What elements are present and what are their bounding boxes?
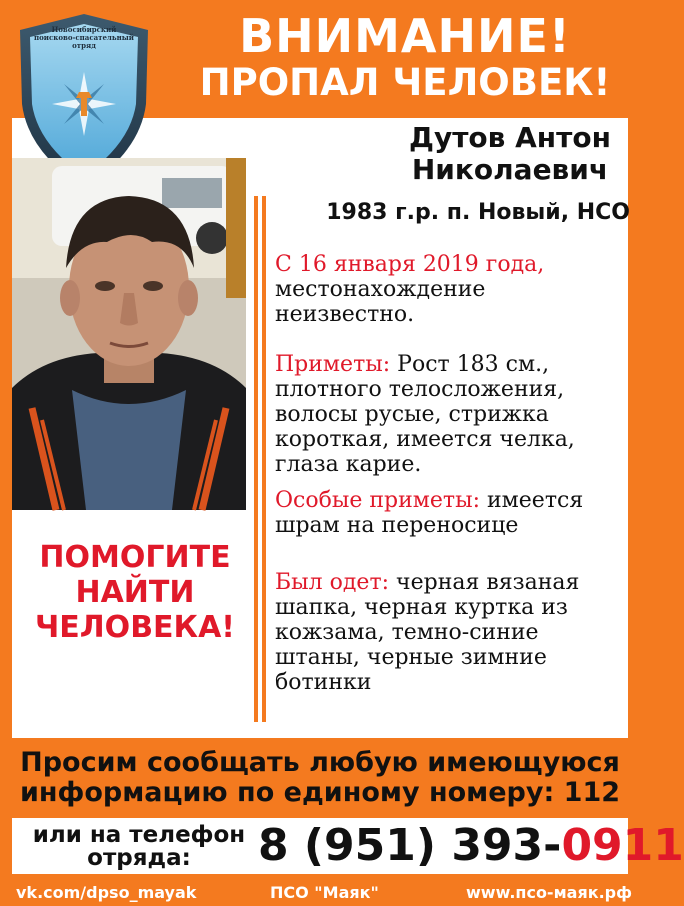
divider-stripe-left: [254, 196, 258, 722]
clothes-text: черная вязаная шапка, черная куртка из кожзама, темно-синие штаны, черные зимние ботинки: [275, 570, 580, 695]
help-find-message: ПОМОГИТЕ НАЙТИ ЧЕЛОВЕКА!: [35, 540, 235, 645]
clothes-block: [275, 570, 630, 695]
phone-number-accent: 0911: [561, 820, 684, 871]
person-name: [390, 122, 630, 186]
footer-site-link[interactable]: www.псо-маяк.рф: [466, 883, 632, 902]
special-signs-block: [275, 488, 630, 538]
clothes-label: Был одет:: [275, 570, 390, 595]
report-line-1: Просим сообщать любую имеющуюся: [20, 747, 620, 778]
special-signs-label: Особые приметы:: [275, 488, 481, 513]
headline-missing: ПРОПАЛ ЧЕЛОВЕК!: [199, 61, 611, 105]
report-message: [0, 748, 640, 808]
divider-stripe-right: [262, 196, 266, 722]
missing-since-block: [275, 252, 630, 327]
missing-since-text: местонахождение неизвестно.: [275, 277, 486, 327]
divider-stripes: [254, 196, 268, 722]
phone-number[interactable]: [258, 818, 684, 874]
phone-number-main: 8 (951) 393-: [258, 820, 562, 871]
phone-label-line-2: отряда:: [87, 845, 191, 871]
person-birth: 1983 г.р. п. Новый, НСО: [326, 200, 630, 225]
footer-org-name: ПСО "Маяк": [270, 883, 379, 902]
person-surname-first: Дутов Антон: [409, 121, 611, 154]
signs-block: [275, 352, 630, 477]
phone-label: [24, 824, 254, 870]
headline-attention: ВНИМАНИЕ!: [239, 9, 571, 63]
person-patronymic: Николаевич: [411, 153, 609, 186]
footer: [0, 878, 640, 906]
signs-label: Приметы:: [275, 352, 391, 377]
logo-caption: Новосибирский поисково-спасательный отряд: [34, 25, 134, 50]
missing-person-photo: [12, 158, 246, 510]
phone-label-line-1: или на телефон: [32, 822, 246, 848]
report-line-2: информацию по единому номеру: 112: [19, 777, 621, 808]
special-signs-text: имеется шрам на переносице: [275, 488, 584, 538]
signs-text: Рост 183 см., плотного телосложения, волосы русые, стрижка короткая, имеется челка, глаза карие.: [275, 352, 575, 477]
missing-since-label: С 16 января 2019 года,: [275, 252, 545, 277]
headline: [180, 9, 630, 105]
footer-vk-link[interactable]: vk.com/dpso_mayak: [16, 883, 197, 902]
